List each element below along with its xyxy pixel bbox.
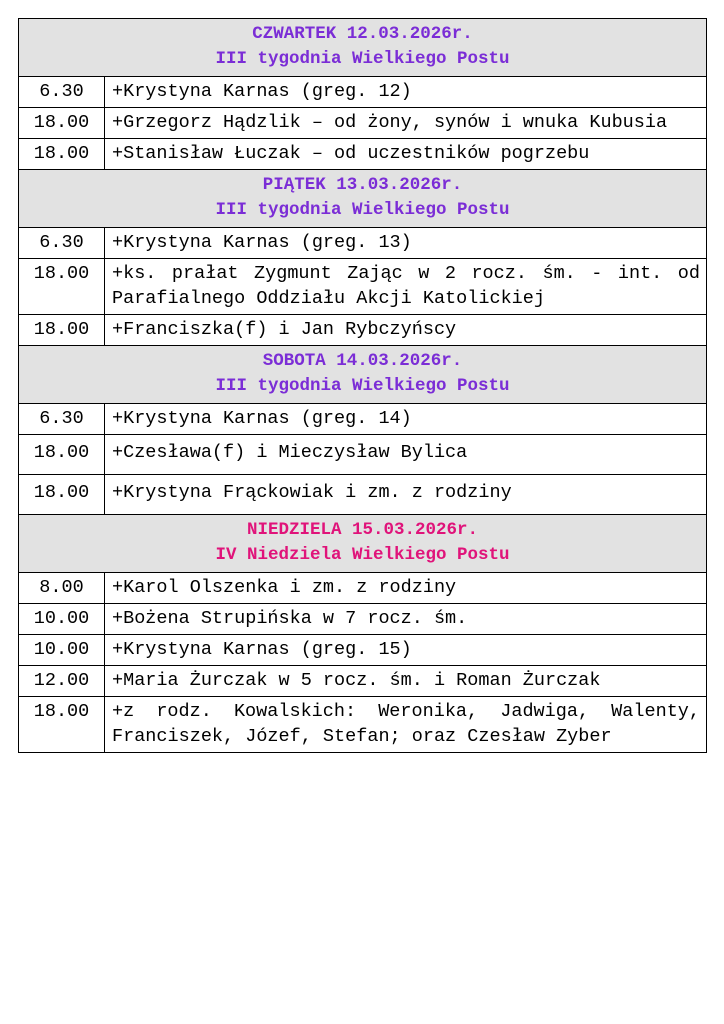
liturgical-week-label: IV Niedziela Wielkiego Postu [215, 545, 510, 565]
day-header [19, 515, 707, 573]
mass-intention: +Krystyna Karnas (greg. 15) [105, 635, 707, 666]
mass-intention: +Franciszka(f) i Jan Rybczyńscy [105, 315, 707, 346]
mass-intention: +Grzegorz Hądzlik – od żony, synów i wnuka Kubusia [105, 108, 707, 139]
day-date-label: PIĄTEK 13.03.2026r. [262, 175, 463, 195]
day-header [19, 19, 707, 77]
mass-row [19, 139, 707, 170]
liturgical-week-label: III tygodnia Wielkiego Postu [215, 200, 510, 220]
mass-row [19, 697, 707, 753]
liturgical-week-label: III tygodnia Wielkiego Postu [215, 49, 510, 69]
day-header-row [19, 346, 707, 404]
mass-time: 6.30 [19, 77, 105, 108]
mass-time: 10.00 [19, 604, 105, 635]
mass-time: 18.00 [19, 139, 105, 170]
mass-intention: +Bożena Strupińska w 7 rocz. śm. [105, 604, 707, 635]
mass-row [19, 604, 707, 635]
mass-row [19, 315, 707, 346]
mass-time: 10.00 [19, 635, 105, 666]
mass-intention: +ks. prałat Zygmunt Zając w 2 rocz. śm. - int. od Parafialnego Oddziału Akcji Katolickiej [105, 259, 707, 315]
liturgical-week-label: III tygodnia Wielkiego Postu [215, 376, 510, 396]
day-header-row [19, 515, 707, 573]
day-header [19, 170, 707, 228]
day-date-label: CZWARTEK 12.03.2026r. [252, 24, 473, 44]
mass-row [19, 404, 707, 435]
mass-row [19, 573, 707, 604]
mass-time: 12.00 [19, 666, 105, 697]
day-header-row [19, 170, 707, 228]
mass-time: 18.00 [19, 435, 105, 475]
day-date-label: SOBOTA 14.03.2026r. [262, 351, 463, 371]
mass-intention: +Maria Żurczak w 5 rocz. śm. i Roman Żurczak [105, 666, 707, 697]
day-date-label: NIEDZIELA 15.03.2026r. [246, 520, 479, 540]
mass-time: 6.30 [19, 228, 105, 259]
mass-intention: +Stanisław Łuczak – od uczestników pogrzebu [105, 139, 707, 170]
mass-time: 18.00 [19, 259, 105, 315]
mass-intention: +Krystyna Karnas (greg. 13) [105, 228, 707, 259]
mass-intention: +Krystyna Frąckowiak i zm. z rodziny [105, 475, 707, 515]
mass-intention: +Karol Olszenka i zm. z rodziny [105, 573, 707, 604]
mass-row [19, 108, 707, 139]
mass-time: 18.00 [19, 315, 105, 346]
day-header-row [19, 19, 707, 77]
mass-intention: +Krystyna Karnas (greg. 12) [105, 77, 707, 108]
mass-time: 8.00 [19, 573, 105, 604]
mass-row [19, 77, 707, 108]
mass-time: 18.00 [19, 108, 105, 139]
mass-time: 18.00 [19, 697, 105, 753]
mass-time: 6.30 [19, 404, 105, 435]
mass-row [19, 635, 707, 666]
mass-time: 18.00 [19, 475, 105, 515]
mass-intention: +z rodz. Kowalskich: Weronika, Jadwiga, Walenty, Franciszek, Józef, Stefan; oraz Czesław Zyber [105, 697, 707, 753]
mass-intention: +Krystyna Karnas (greg. 14) [105, 404, 707, 435]
day-header [19, 346, 707, 404]
mass-row [19, 475, 707, 515]
mass-row [19, 259, 707, 315]
mass-row [19, 666, 707, 697]
mass-row [19, 435, 707, 475]
mass-row [19, 228, 707, 259]
mass-intentions-table [18, 18, 707, 753]
mass-intention: +Czesława(f) i Mieczysław Bylica [105, 435, 707, 475]
